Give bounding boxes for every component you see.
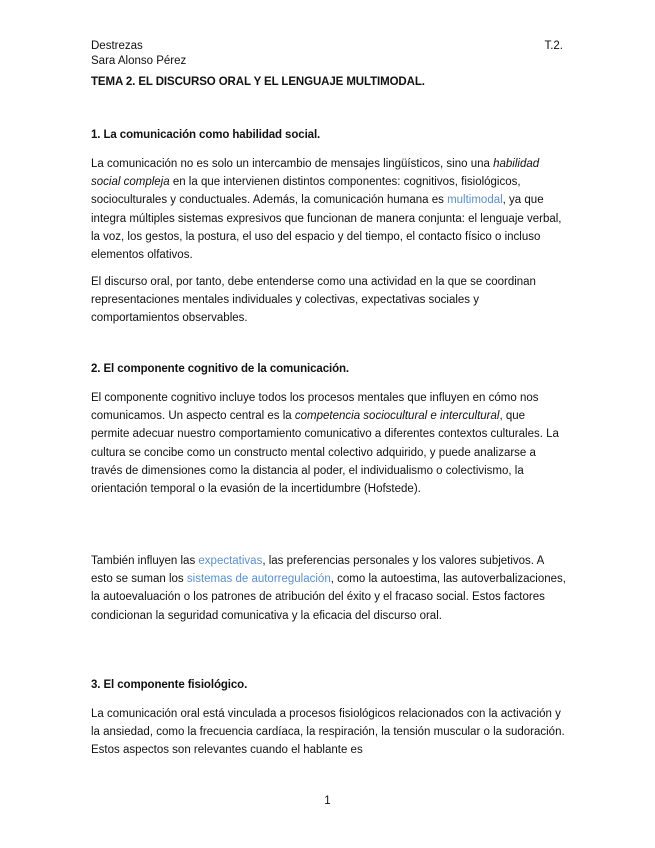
section-2-paragraph-2 xyxy=(91,552,566,625)
section-2-title: 2. El componente cognitivo de la comunicación. xyxy=(91,363,350,375)
link-sistemas-autorregulacion[interactable]: sistemas de autorregulación xyxy=(186,573,331,586)
link-multimodal[interactable]: multimodal xyxy=(447,194,503,207)
text-run: También influyen las xyxy=(91,555,199,567)
text-run: , que permite adecuar nuestro comportamiento comunicativo a diferentes contextos culturales. La cultura se concibe como un constructo mental colectivo adquirido, y puede analizarse a través de dimensiones como la distancia al poder, el individualismo o colectivismo, la orientación temporal o la evasión de la incertidumbre (Hofstede). xyxy=(91,410,559,496)
text-run: , ya que integra múltiples sistemas expresivos que funcionan de manera conjunta: el lenguaje verbal, la voz, los gestos, la postura, el uso del espacio y del tiempo, el contacto físico o incluso elementos olfativos. xyxy=(91,194,562,262)
section-3-title: 3. El componente fisiológico. xyxy=(91,679,248,691)
text-run: La comunicación no es solo un intercambio de mensajes lingüísticos, sino una xyxy=(91,158,494,170)
topic-code: T.2. xyxy=(544,40,563,52)
page-number: 1 xyxy=(324,795,331,807)
page-header-left xyxy=(91,39,186,69)
text-run: , como la autoestima, las autoverbalizaciones, la autoevaluación o los patrones de atribución del éxito y el fracaso social. Estos factores condicionan la seguridad comunicativa y la eficacia del discurso oral. xyxy=(91,573,566,622)
emphasis-text: habilidad social compleja xyxy=(91,158,540,189)
course-name: Destrezas xyxy=(91,40,143,52)
section-1-title: 1. La comunicación como habilidad social. xyxy=(91,129,321,141)
emphasis-text: competencia sociocultural e intercultural xyxy=(294,410,500,423)
text-run: El componente cognitivo incluye todos los procesos mentales que influyen en cómo nos comunicamos. Un aspecto central es la xyxy=(91,392,539,423)
author-name: Sara Alonso Pérez xyxy=(91,55,187,67)
document-title: TEMA 2. EL DISCURSO ORAL Y EL LENGUAJE MULTIMODAL. xyxy=(91,76,425,88)
text-run: , las preferencias personales y los valores subjetivos. A esto se suman los xyxy=(91,555,544,586)
section-1-paragraph-1 xyxy=(91,155,566,264)
section-1-paragraph-2: El discurso oral, por tanto, debe entenderse como una actividad en la que se coordinan representaciones mentales individuales y colectivas, expectativas sociales y comportamientos observables. xyxy=(91,276,536,325)
section-3-paragraph-1: La comunicación oral está vinculada a procesos fisiológicos relacionados con la activación y la ansiedad, como la frecuencia cardíaca, la respiración, la tensión muscular o la sudoración. Estos aspectos son relevantes cuando el hablante es xyxy=(91,708,565,757)
link-expectativas[interactable]: expectativas xyxy=(198,555,263,567)
section-2-paragraph-1 xyxy=(91,389,566,498)
text-run: en la que intervienen distintos componentes: cognitivos, fisiológicos, socioculturales y conductuales. Además, la comunicación humana es xyxy=(91,176,521,207)
